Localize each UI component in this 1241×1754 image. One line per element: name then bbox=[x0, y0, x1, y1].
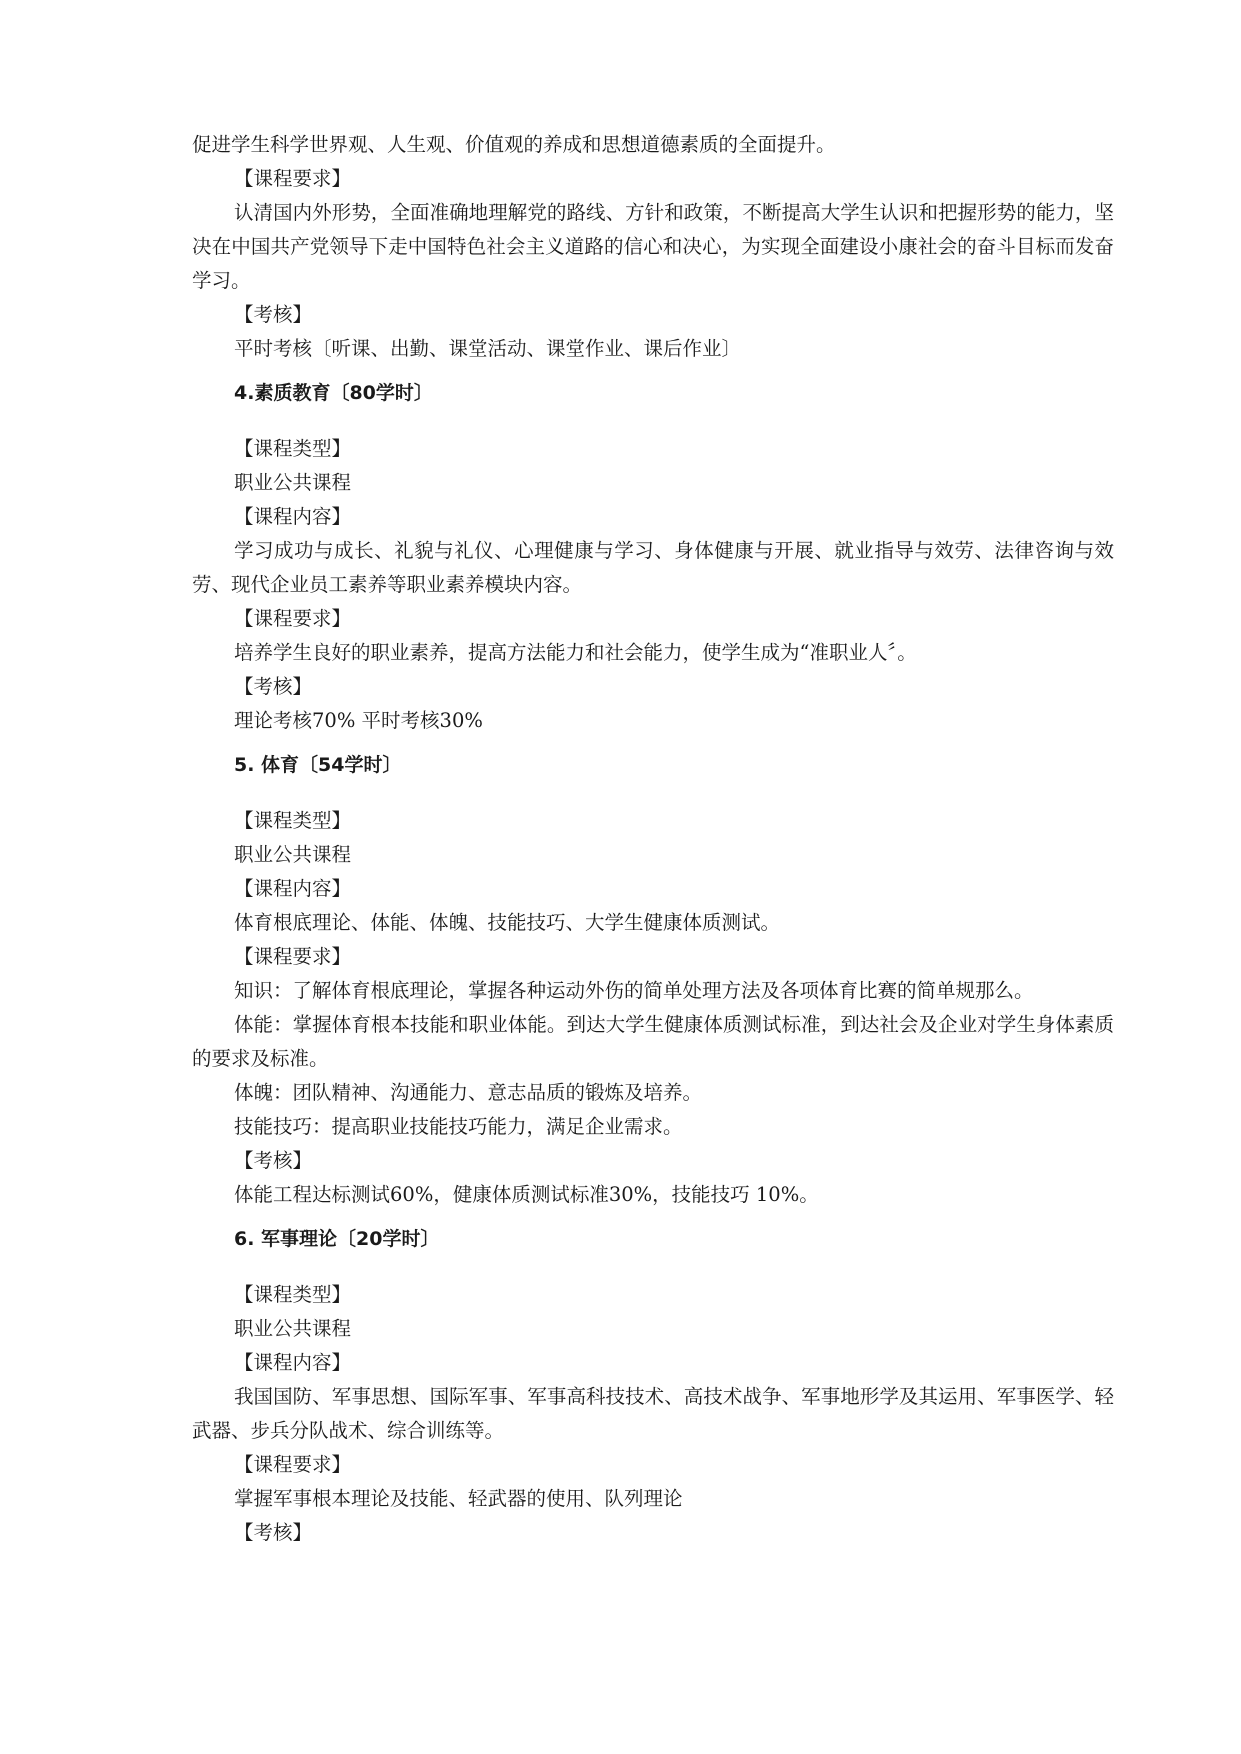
paragraph: 职业公共课程 bbox=[234, 1317, 352, 1340]
paragraph: 体能工程达标测试60%，健康体质测试标准30%，技能技巧 10%。 bbox=[234, 1183, 819, 1206]
section-heading: 5. 体育〔54学时〕 bbox=[234, 754, 402, 776]
paragraph: 体魄：团队精神、沟通能力、意志品质的锻炼及培养。 bbox=[234, 1081, 703, 1104]
paragraph: 平时考核〔听课、出勤、课堂活动、课堂作业、课后作业〕 bbox=[234, 337, 742, 360]
paragraph: 认清国内外形势，全面准确地理解党的路线、方针和政策，不断提高大学生认识和把握形势的能力，坚决在中国共产党领导下走中国特色社会主义道路的信心和决心，为实现全面建设小康社会的奋斗目标而发奋学习。 bbox=[192, 201, 1114, 292]
exam-label: 【考核】 bbox=[234, 675, 313, 698]
paragraph: 技能技巧：提高职业技能技巧能力，满足企业需求。 bbox=[234, 1115, 683, 1138]
paragraph: 职业公共课程 bbox=[234, 843, 352, 866]
paragraph: 体育根底理论、体能、体魄、技能技巧、大学生健康体质测试。 bbox=[234, 911, 781, 934]
exam-label: 【考核】 bbox=[234, 1149, 313, 1172]
requirement-label: 【课程要求】 bbox=[234, 607, 352, 630]
type-label: 【课程类型】 bbox=[234, 809, 352, 832]
requirement-label: 【课程要求】 bbox=[234, 945, 352, 968]
document-page bbox=[192, 128, 1114, 1550]
content-label: 【课程内容】 bbox=[234, 1351, 352, 1374]
paragraph: 掌握军事根本理论及技能、轻武器的使用、队列理论 bbox=[234, 1487, 683, 1510]
paragraph: 职业公共课程 bbox=[234, 471, 352, 494]
paragraph: 培养学生良好的职业素养，提高方法能力和社会能力，使学生成为“准职业人〞。 bbox=[234, 641, 917, 664]
type-label: 【课程类型】 bbox=[234, 1283, 352, 1306]
exam-label: 【考核】 bbox=[234, 1521, 313, 1544]
paragraph: 知识：了解体育根底理论，掌握各种运动外伤的简单处理方法及各项体育比赛的简单规那么。 bbox=[234, 979, 1034, 1002]
section-heading: 6. 军事理论〔20学时〕 bbox=[234, 1228, 440, 1250]
exam-label: 【考核】 bbox=[234, 303, 313, 326]
paragraph: 体能：掌握体育根本技能和职业体能。到达大学生健康体质测试标准，到达社会及企业对学生身体素质的要求及标准。 bbox=[192, 1013, 1114, 1070]
paragraph: 理论考核70% 平时考核30% bbox=[234, 709, 483, 732]
content-label: 【课程内容】 bbox=[234, 505, 352, 528]
section-heading: 4.素质教育〔80学时〕 bbox=[234, 382, 433, 404]
requirement-label: 【课程要求】 bbox=[234, 167, 352, 190]
paragraph: 促进学生科学世界观、人生观、价值观的养成和思想道德素质的全面提升。 bbox=[192, 133, 836, 156]
requirement-label: 【课程要求】 bbox=[234, 1453, 352, 1476]
type-label: 【课程类型】 bbox=[234, 437, 352, 460]
content-label: 【课程内容】 bbox=[234, 877, 352, 900]
paragraph: 我国国防、军事思想、国际军事、军事高科技技术、高技术战争、军事地形学及其运用、军事医学、轻武器、步兵分队战术、综合训练等。 bbox=[192, 1385, 1114, 1442]
paragraph: 学习成功与成长、礼貌与礼仪、心理健康与学习、身体健康与开展、就业指导与效劳、法律咨询与效劳、现代企业员工素养等职业素养模块内容。 bbox=[192, 539, 1114, 596]
